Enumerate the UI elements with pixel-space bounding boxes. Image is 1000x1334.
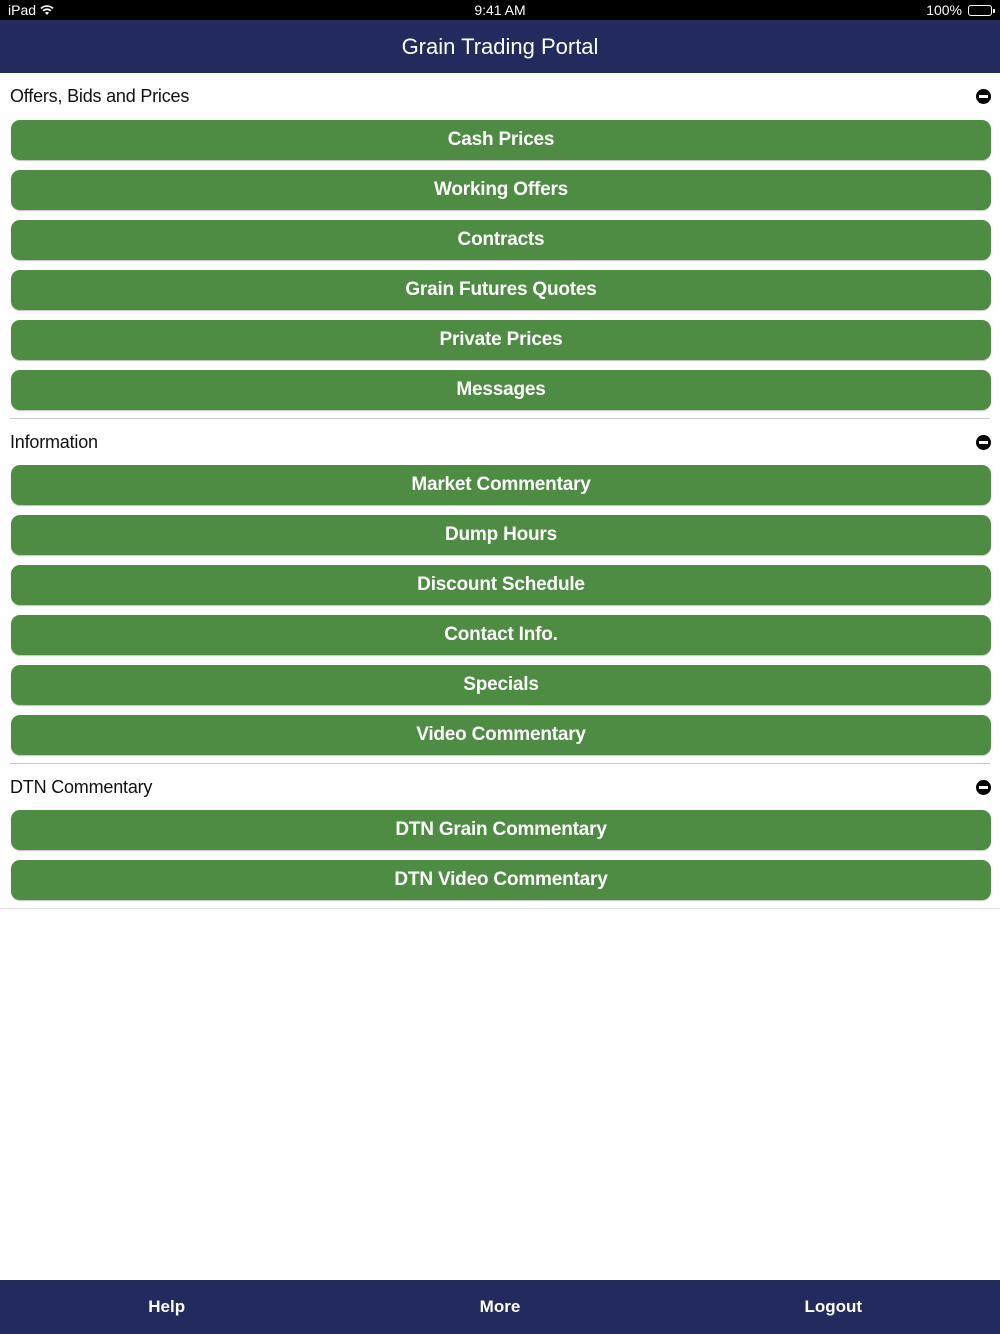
section-offers-bids-prices [10, 73, 990, 419]
section-title: Information [10, 431, 98, 452]
nav-bar [0, 20, 1000, 73]
cash-prices-button[interactable]: Cash Prices [11, 120, 991, 160]
market-commentary-button[interactable]: Market Commentary [11, 465, 991, 505]
section-header-offers[interactable] [10, 73, 990, 120]
working-offers-button[interactable]: Working Offers [11, 170, 991, 210]
grain-futures-quotes-button[interactable]: Grain Futures Quotes [11, 270, 991, 310]
section-dtn-commentary [0, 764, 1000, 909]
section-header-dtn[interactable] [10, 764, 990, 810]
minus-circle-icon[interactable] [976, 89, 991, 104]
contact-info-button[interactable]: Contact Info. [11, 615, 991, 655]
contracts-button[interactable]: Contracts [11, 220, 991, 260]
minus-circle-icon[interactable] [976, 780, 991, 795]
section-information [10, 419, 990, 764]
section-title: DTN Commentary [10, 776, 153, 797]
page-title: Grain Trading Portal [401, 33, 599, 59]
menu-content [0, 73, 1000, 909]
messages-button[interactable]: Messages [11, 370, 991, 410]
video-commentary-button[interactable]: Video Commentary [11, 715, 991, 755]
dump-hours-button[interactable]: Dump Hours [11, 515, 991, 555]
status-time: 9:41 AM [474, 2, 526, 18]
tab-more[interactable]: More [479, 1297, 521, 1316]
section-header-information[interactable] [10, 419, 990, 465]
battery-percent: 100% [926, 2, 962, 18]
device-label: iPad [8, 2, 37, 18]
discount-schedule-button[interactable]: Discount Schedule [11, 565, 991, 605]
status-bar [0, 0, 1000, 20]
tab-help[interactable]: Help [148, 1297, 186, 1316]
dtn-grain-commentary-button[interactable]: DTN Grain Commentary [11, 810, 991, 850]
battery-icon [968, 5, 992, 16]
minus-circle-icon[interactable] [976, 435, 991, 450]
status-right [926, 2, 992, 18]
private-prices-button[interactable]: Private Prices [11, 320, 991, 360]
specials-button[interactable]: Specials [11, 665, 991, 705]
dtn-video-commentary-button[interactable]: DTN Video Commentary [11, 860, 991, 900]
section-title: Offers, Bids and Prices [10, 86, 190, 106]
tab-logout[interactable]: Logout [804, 1297, 863, 1316]
tab-bar [0, 1280, 1000, 1334]
